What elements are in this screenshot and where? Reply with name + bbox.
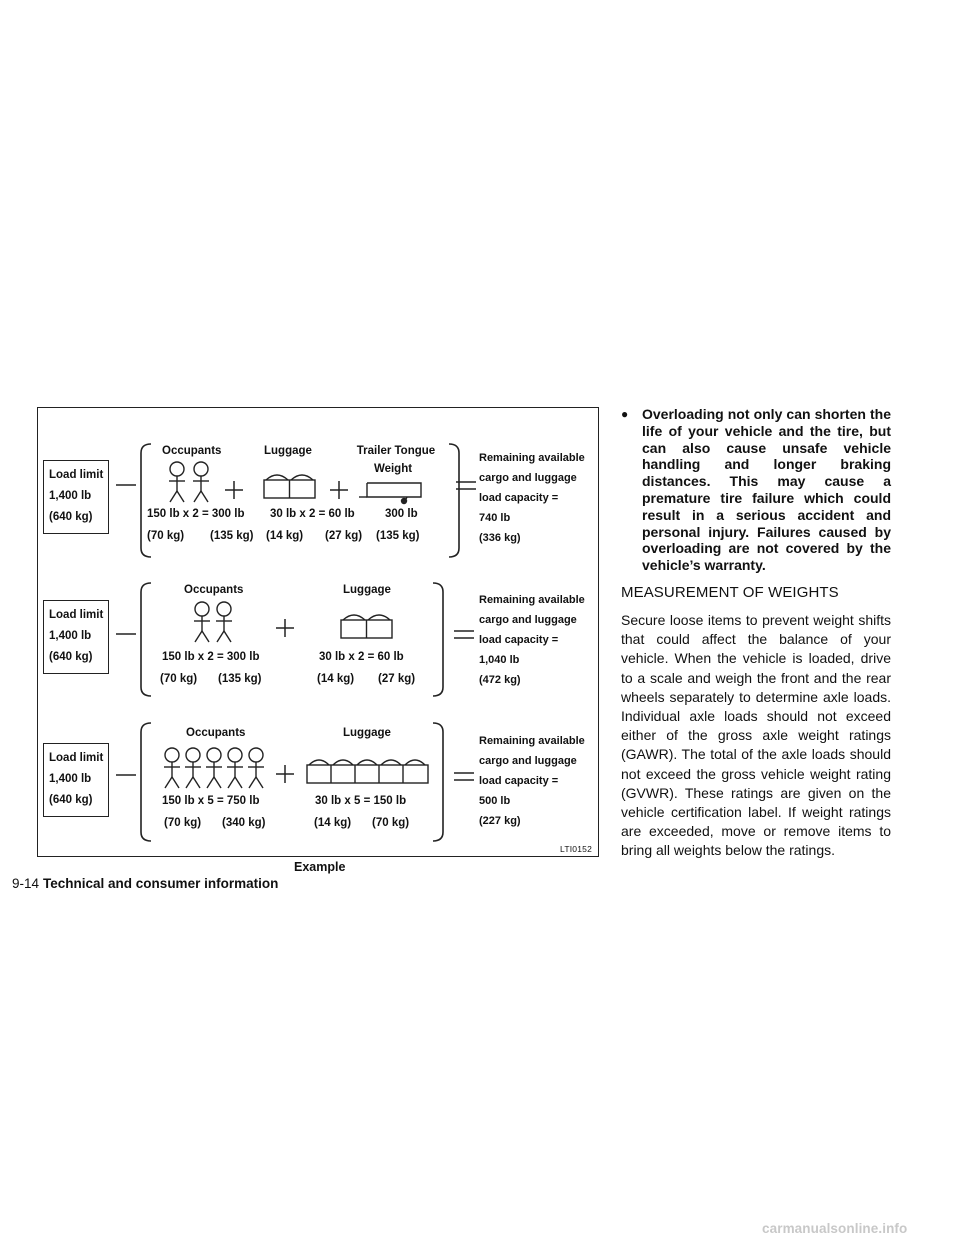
person-icon xyxy=(216,602,232,642)
body-paragraph: Secure loose items to prevent weight shifts that could affect the balance of your vehicle. When the vehicle is loaded, drive to a scale and weigh the front and the rear wheels separately to determine axle loads. Individual axle loads should not exceed either of the gross axle weight ratings (GAWR). The total of the axle loads should not exceed the gross vehicle weight rating (GVWR). These ratings are given on the vehicle certification label. If weight ratings are exceeded, move or remove items to bring all weights below the ratings. xyxy=(621,612,891,859)
remaining-kg: (472 kg) xyxy=(479,674,521,686)
remaining-lb: 500 lb xyxy=(479,795,511,807)
load-limit-lb: 1,400 lb xyxy=(49,773,92,785)
person-icon xyxy=(194,602,210,642)
remaining-capacity xyxy=(479,448,585,548)
trailer-icon xyxy=(359,479,425,505)
occupants-calc: 150 lb x 5 = 750 lb xyxy=(162,795,260,807)
load-limit-box xyxy=(43,460,109,534)
figure-code: LTI0152 xyxy=(560,844,592,854)
remaining-kg: (336 kg) xyxy=(479,532,521,544)
person-icon xyxy=(206,748,222,788)
remaining-lb: 740 lb xyxy=(479,512,511,524)
section-title: Technical and consumer information xyxy=(43,876,279,891)
load-limit-label: Load limit xyxy=(49,469,104,481)
person-icon xyxy=(227,748,243,788)
scenario-3 xyxy=(38,691,600,831)
remaining-line-2: cargo and luggage xyxy=(479,614,577,626)
luggage-kg-total: (70 kg) xyxy=(372,817,410,829)
occupants-kg-total: (340 kg) xyxy=(222,817,266,829)
right-bracket xyxy=(431,582,445,697)
scenario-2 xyxy=(38,548,600,688)
occupants-kg-each: (70 kg) xyxy=(160,673,198,685)
occupants-kg-total: (135 kg) xyxy=(210,530,254,542)
load-limit-lb: 1,400 lb xyxy=(49,630,92,642)
minus-sign xyxy=(116,632,136,636)
remaining-line-3: load capacity = xyxy=(479,492,559,504)
occupant-icons xyxy=(191,601,251,643)
luggage-calc: 30 lb x 2 = 60 lb xyxy=(319,651,404,663)
luggage-kg-total: (27 kg) xyxy=(378,673,416,685)
plus-sign xyxy=(330,481,348,499)
right-bracket xyxy=(447,443,461,558)
load-limit-kg: (640 kg) xyxy=(49,651,93,663)
trailer-kg: (135 kg) xyxy=(376,530,420,542)
luggage-icons xyxy=(263,472,317,500)
remaining-line-2: cargo and luggage xyxy=(479,472,577,484)
overloading-warning xyxy=(621,406,891,574)
luggage-icons xyxy=(340,612,394,640)
warning-text: Overloading not only can shorten the life of your vehicle and the tire, but can also cause unsafe vehicle handling and longer braking distances. This may cause a premature tire failure which could result in a serious accident and personal injury. Failures caused by overloading are not covered by the vehicle’s warranty. xyxy=(642,406,891,574)
left-bracket xyxy=(139,582,153,697)
minus-sign xyxy=(116,773,136,777)
watermark-link[interactable]: carmanualsonline.info xyxy=(762,1221,908,1236)
remaining-capacity xyxy=(479,590,585,690)
person-icon xyxy=(185,748,201,788)
luggage-label: Luggage xyxy=(343,727,391,739)
luggage-icons xyxy=(306,757,430,785)
right-bracket xyxy=(431,722,445,842)
trailer-lb: 300 lb xyxy=(385,508,418,520)
remaining-line-1: Remaining available xyxy=(479,594,585,606)
minus-sign xyxy=(116,483,136,487)
load-limit-label: Load limit xyxy=(49,752,104,764)
remaining-line-3: load capacity = xyxy=(479,775,559,787)
occupants-kg-total: (135 kg) xyxy=(218,673,262,685)
equals-sign xyxy=(456,480,476,492)
load-limit-kg: (640 kg) xyxy=(49,794,93,806)
remaining-lb: 1,040 lb xyxy=(479,654,520,666)
luggage-label: Luggage xyxy=(264,445,312,457)
left-bracket xyxy=(139,722,153,842)
person-icon xyxy=(248,748,264,788)
remaining-line-3: load capacity = xyxy=(479,634,559,646)
section-heading: MEASUREMENT OF WEIGHTS xyxy=(621,584,839,601)
plus-sign xyxy=(225,481,243,499)
person-icon xyxy=(193,462,209,502)
remaining-line-2: cargo and luggage xyxy=(479,755,577,767)
occupants-kg-each: (70 kg) xyxy=(147,530,185,542)
luggage-label: Luggage xyxy=(343,584,391,596)
remaining-line-1: Remaining available xyxy=(479,735,585,747)
occupant-icons xyxy=(166,461,226,503)
luggage-kg-each: (14 kg) xyxy=(266,530,304,542)
figure-caption: Example xyxy=(294,860,346,874)
remaining-capacity xyxy=(479,731,585,831)
luggage-kg-each: (14 kg) xyxy=(317,673,355,685)
load-limit-kg: (640 kg) xyxy=(49,511,93,523)
person-icon xyxy=(169,462,185,502)
occupants-label: Occupants xyxy=(162,445,222,457)
equals-sign xyxy=(454,771,474,783)
remaining-line-1: Remaining available xyxy=(479,452,585,464)
luggage-calc: 30 lb x 5 = 150 lb xyxy=(315,795,407,807)
scenario-1 xyxy=(38,408,600,548)
luggage-calc: 30 lb x 2 = 60 lb xyxy=(270,508,355,520)
page-footer xyxy=(12,876,278,891)
plus-sign xyxy=(276,765,294,783)
equals-sign xyxy=(454,629,474,641)
load-calculation-figure xyxy=(37,407,599,857)
page-number: 9-14 xyxy=(12,876,40,891)
luggage-kg-each: (14 kg) xyxy=(314,817,352,829)
plus-sign xyxy=(276,619,294,637)
trailer-weight-label: Weight xyxy=(373,463,413,475)
luggage-kg-total: (27 kg) xyxy=(325,530,363,542)
trailer-tongue-label: Trailer Tongue xyxy=(356,445,436,457)
load-limit-label: Load limit xyxy=(49,609,104,621)
occupants-label: Occupants xyxy=(184,584,244,596)
occupants-kg-each: (70 kg) xyxy=(164,817,202,829)
occupants-label: Occupants xyxy=(186,727,246,739)
occupants-calc: 150 lb x 2 = 300 lb xyxy=(162,651,260,663)
load-limit-lb: 1,400 lb xyxy=(49,490,92,502)
remaining-kg: (227 kg) xyxy=(479,815,521,827)
load-limit-box xyxy=(43,743,109,817)
bullet-icon: ● xyxy=(621,407,629,421)
occupant-icons xyxy=(161,747,271,789)
load-limit-box xyxy=(43,600,109,674)
occupants-calc: 150 lb x 2 = 300 lb xyxy=(147,508,245,520)
person-icon xyxy=(164,748,180,788)
